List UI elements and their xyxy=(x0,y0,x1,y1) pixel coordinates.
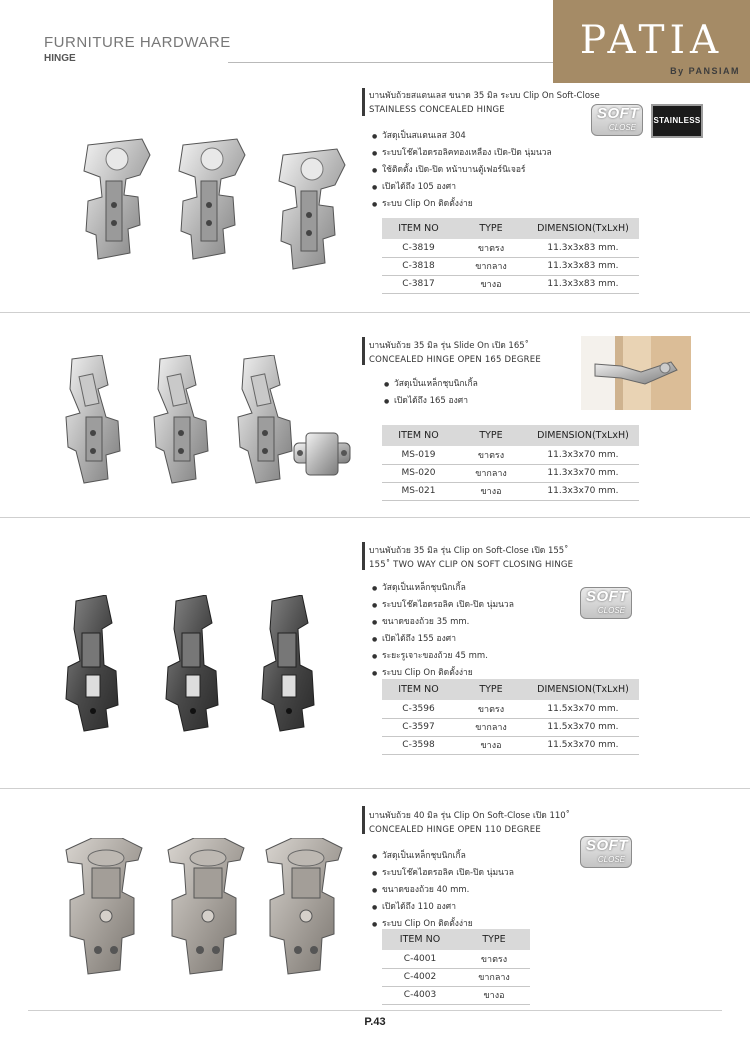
table-row xyxy=(382,968,530,986)
type-cell: ขางอ xyxy=(458,986,530,1004)
feature-item: ● ระบบ Clip On ติดตั้งง่าย xyxy=(372,916,514,933)
header-divider xyxy=(228,62,553,63)
dimension-cell: 11.3x3x70 mm. xyxy=(527,464,639,482)
type-cell: ขางอ xyxy=(455,482,527,500)
item-no-cell: C-4001 xyxy=(382,950,458,968)
hinge-photo-165 xyxy=(62,355,362,495)
feature-item: ● ระบบ Clip On ติดตั้งง่าย xyxy=(372,196,552,213)
section-title-en: CONCEALED HINGE OPEN 110 DEGREE xyxy=(369,825,541,835)
column-header: DIMENSION(TxLxH) xyxy=(527,425,639,446)
feature-item: ● ระบบโช๊คไฮดรอลิค เปิด-ปิด นุ่มนวล xyxy=(372,865,514,882)
section-accent-bar xyxy=(362,88,365,116)
item-no-cell: C-4003 xyxy=(382,986,458,1004)
feature-item: ● เปิดได้ถึง 165 องศา xyxy=(384,393,478,410)
feature-item: ● ขนาดของถ้วย 40 mm. xyxy=(372,882,514,899)
section-title-th: บานพับถ้วย 35 มิล รุ่น Clip on Soft-Close เปิด 155˚ xyxy=(369,546,569,556)
close-badge-text: CLOSE xyxy=(597,606,625,615)
close-badge-text: CLOSE xyxy=(608,123,636,132)
section-title-en: CONCEALED HINGE OPEN 165 DEGREE xyxy=(369,355,541,365)
feature-item: ● ระยะรูเจาะของถ้วย 45 mm. xyxy=(372,648,514,665)
soft-close-badge xyxy=(580,836,632,868)
section-title-th: บานพับถ้วย 40 มิล รุ่น Clip On Soft-Close เปิด 110˚ xyxy=(369,811,570,821)
spec-table xyxy=(382,679,639,755)
table-row xyxy=(382,239,639,257)
item-no-cell: MS-021 xyxy=(382,482,455,500)
soft-close-badge xyxy=(580,587,632,619)
dimension-cell: 11.3x3x83 mm. xyxy=(527,257,639,275)
brand-byline: By PANSIAM xyxy=(670,66,740,76)
feature-item: ● ใช้ติดตั้ง เปิด-ปิด หน้าบานตู้เฟอร์นิเจอร์ xyxy=(372,162,552,179)
footer-divider xyxy=(28,1010,722,1011)
spec-table xyxy=(382,218,639,294)
column-header: TYPE xyxy=(455,425,527,446)
table-row xyxy=(382,736,639,754)
section-divider xyxy=(0,312,750,313)
type-cell: ขากลาง xyxy=(455,257,527,275)
feature-item: ● เปิดได้ถึง 105 องศา xyxy=(372,179,552,196)
close-badge-text: CLOSE xyxy=(597,855,625,864)
soft-badge-text: SOFT xyxy=(586,837,628,854)
column-header: ITEM NO xyxy=(382,218,455,239)
item-no-cell: C-3818 xyxy=(382,257,455,275)
column-header: ITEM NO xyxy=(382,929,458,950)
column-header: ITEM NO xyxy=(382,425,455,446)
install-photo xyxy=(581,336,691,410)
section-title-th: บานพับถ้วย 35 มิล รุ่น Slide On เปิด 165˚ xyxy=(369,341,529,351)
item-no-cell: C-3597 xyxy=(382,718,455,736)
brand-logo: PATIA xyxy=(579,18,724,63)
table-row xyxy=(382,275,639,293)
table-row xyxy=(382,257,639,275)
item-no-cell: C-3817 xyxy=(382,275,455,293)
column-header: ITEM NO xyxy=(382,679,455,700)
type-cell: ขาตรง xyxy=(458,950,530,968)
column-header: TYPE xyxy=(455,679,527,700)
feature-item: ● เปิดได้ถึง 110 องศา xyxy=(372,899,514,916)
item-no-cell: MS-019 xyxy=(382,446,455,464)
item-no-cell: MS-020 xyxy=(382,464,455,482)
type-cell: ขากลาง xyxy=(458,968,530,986)
table-row xyxy=(382,482,639,500)
hinge-photo-40mm xyxy=(62,838,362,983)
feature-item: ● ระบบโช๊คไฮดรอลิคทองเหลือง เปิด-ปิด นุ่มนวล xyxy=(372,145,552,162)
feature-item: ● วัสดุเป็นเหล็กชุบนิกเกิ้ล xyxy=(372,848,514,865)
column-header: DIMENSION(TxLxH) xyxy=(527,679,639,700)
hinge-photo-155 xyxy=(64,595,354,740)
dimension-cell: 11.5x3x70 mm. xyxy=(527,718,639,736)
section-divider xyxy=(0,788,750,789)
column-header: TYPE xyxy=(458,929,530,950)
stainless-badge: STAINLESS xyxy=(651,104,703,138)
type-cell: ขากลาง xyxy=(455,718,527,736)
feature-item: ● เปิดได้ถึง 155 องศา xyxy=(372,631,514,648)
item-no-cell: C-3598 xyxy=(382,736,455,754)
type-cell: ขางอ xyxy=(455,275,527,293)
feature-list xyxy=(372,848,514,933)
type-cell: ขางอ xyxy=(455,736,527,754)
item-no-cell: C-3596 xyxy=(382,700,455,718)
item-no-cell: C-4002 xyxy=(382,968,458,986)
feature-item: ● วัสดุเป็นเหล็กชุบนิกเกิ้ล xyxy=(384,376,478,393)
section-accent-bar xyxy=(362,542,365,570)
spec-table xyxy=(382,425,639,501)
feature-list xyxy=(384,376,478,410)
soft-close-badge xyxy=(591,104,643,136)
feature-list xyxy=(372,128,552,213)
page-number: P.43 xyxy=(364,1016,386,1028)
feature-item: ● ระบบ Clip On ติดตั้งง่าย xyxy=(372,665,514,682)
feature-item: ● วัสดุเป็นสแตนเลส 304 xyxy=(372,128,552,145)
column-header: DIMENSION(TxLxH) xyxy=(527,218,639,239)
type-cell: ขาตรง xyxy=(455,446,527,464)
dimension-cell: 11.5x3x70 mm. xyxy=(527,700,639,718)
table-row xyxy=(382,718,639,736)
feature-item: ● วัสดุเป็นเหล็กชุบนิกเกิ้ล xyxy=(372,580,514,597)
dimension-cell: 11.5x3x70 mm. xyxy=(527,736,639,754)
table-row xyxy=(382,464,639,482)
table-row xyxy=(382,446,639,464)
dimension-cell: 11.3x3x70 mm. xyxy=(527,446,639,464)
section-title-en: STAINLESS CONCEALED HINGE xyxy=(369,105,505,115)
dimension-cell: 11.3x3x83 mm. xyxy=(527,239,639,257)
section-accent-bar xyxy=(362,806,365,834)
feature-list xyxy=(372,580,514,682)
dimension-cell: 11.3x3x70 mm. xyxy=(527,482,639,500)
catalog-title: FURNITURE HARDWARE xyxy=(44,34,231,51)
section-title-en: 155˚ TWO WAY CLIP ON SOFT CLOSING HINGE xyxy=(369,560,574,570)
hinge-photo-stainless xyxy=(80,135,370,285)
soft-badge-text: SOFT xyxy=(597,105,639,122)
item-no-cell: C-3819 xyxy=(382,239,455,257)
soft-badge-text: SOFT xyxy=(586,588,628,605)
table-row xyxy=(382,950,530,968)
feature-item: ● ระบบโช๊คไฮดรอลิค เปิด-ปิด นุ่มนวล xyxy=(372,597,514,614)
spec-table xyxy=(382,929,530,1005)
section-title-th: บานพับถ้วยสแตนเลส ขนาด 35 มิล ระบบ Clip On Soft-Close xyxy=(369,91,600,101)
table-row xyxy=(382,700,639,718)
type-cell: ขาตรง xyxy=(455,239,527,257)
section-divider xyxy=(0,517,750,518)
feature-item: ● ขนาดของถ้วย 35 mm. xyxy=(372,614,514,631)
type-cell: ขากลาง xyxy=(455,464,527,482)
column-header: TYPE xyxy=(455,218,527,239)
catalog-subtitle: HINGE xyxy=(44,53,76,64)
table-row xyxy=(382,986,530,1004)
type-cell: ขาตรง xyxy=(455,700,527,718)
section-accent-bar xyxy=(362,337,365,365)
dimension-cell: 11.3x3x83 mm. xyxy=(527,275,639,293)
